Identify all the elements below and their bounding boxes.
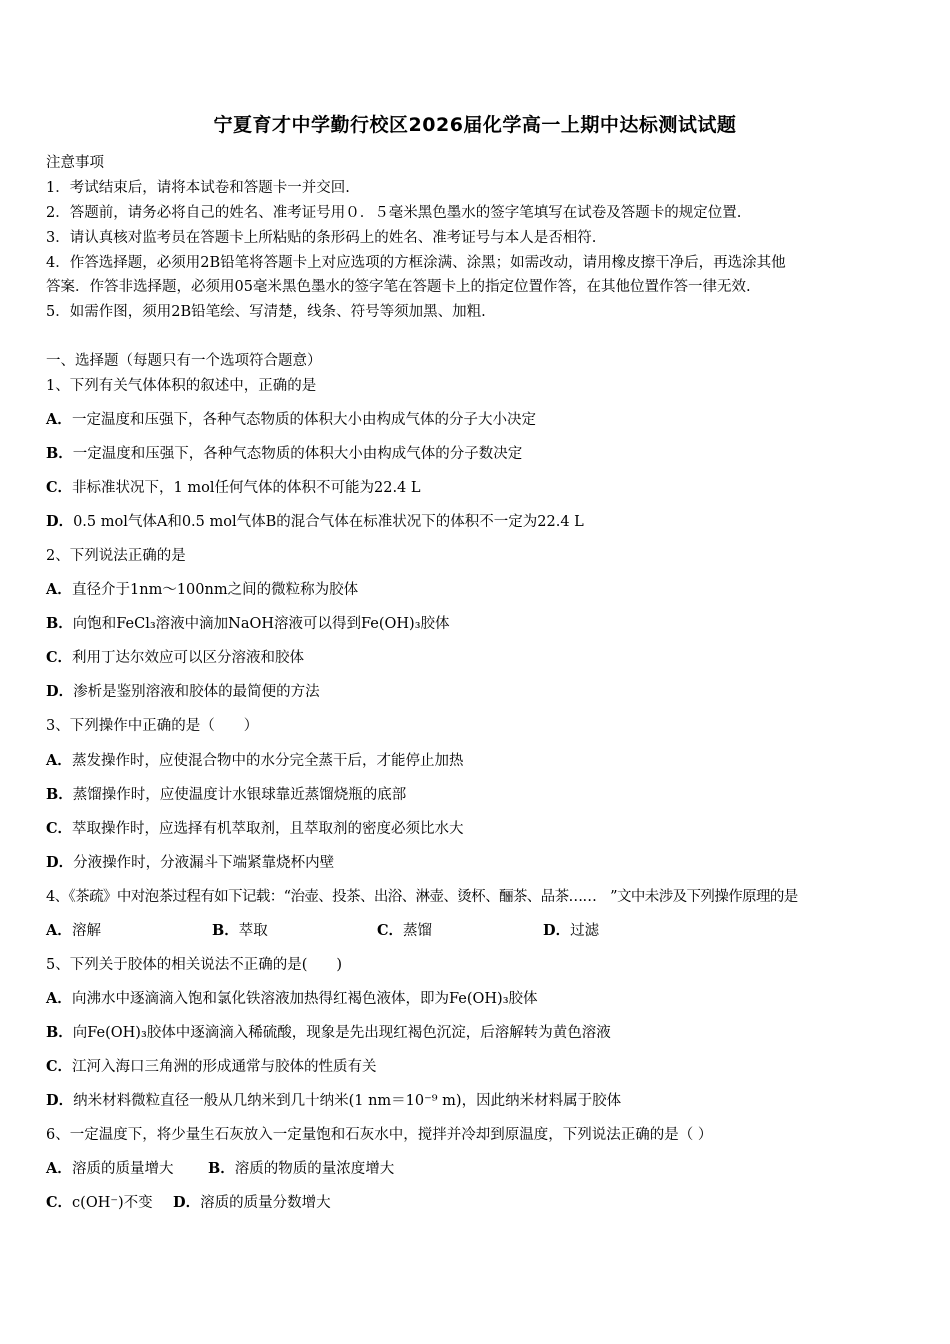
option-label: D． bbox=[46, 683, 74, 700]
option-text: 分液操作时，分液漏斗下端紧靠烧杯内壁 bbox=[73, 855, 335, 871]
question-option bbox=[377, 919, 543, 940]
notice-item: 1．考试结束后，请将本试卷和答题卡一并交回. bbox=[46, 180, 350, 196]
notice-item: 答案．作答非选择题，必须用05毫米黑色墨水的签字笔在答题卡上的指定位置作答，在其他位置作答一律无效. bbox=[46, 279, 751, 295]
option-text: 向沸水中逐滴滴入饱和氯化铁溶液加热得红褐色液体，即为Fe(OH)₃胶体 bbox=[72, 991, 538, 1007]
option-text: 过滤 bbox=[570, 923, 600, 939]
option-text: 利用丁达尔效应可以区分溶液和胶体 bbox=[72, 650, 305, 666]
question-option bbox=[46, 1055, 377, 1076]
question-option bbox=[46, 851, 334, 872]
option-label: B． bbox=[46, 786, 73, 803]
question-option bbox=[46, 1191, 173, 1212]
option-label: D． bbox=[46, 1092, 74, 1109]
option-text: 江河入海口三角洲的形成通常与胶体的性质有关 bbox=[72, 1059, 377, 1075]
option-text: 萃取 bbox=[238, 923, 268, 939]
option-text: 溶质的物质的量浓度增大 bbox=[234, 1161, 395, 1177]
question-option bbox=[46, 680, 320, 701]
question-stem: 5、下列关于胶体的相关说法不正确的是( ) bbox=[46, 957, 343, 973]
question-option bbox=[46, 1089, 621, 1110]
question-option bbox=[46, 612, 450, 633]
question-option bbox=[212, 919, 377, 940]
option-label: A． bbox=[46, 411, 72, 428]
question-stem: 3、下列操作中正确的是（ ） bbox=[46, 718, 259, 734]
option-text: 渗析是鉴别溶液和胶体的最简便的方法 bbox=[73, 684, 320, 700]
option-label: D． bbox=[543, 922, 571, 939]
section-heading: 一、选择题（每题只有一个选项符合题意） bbox=[46, 353, 322, 369]
option-label: B． bbox=[46, 1024, 73, 1041]
option-label: A． bbox=[46, 752, 72, 769]
option-text: 蒸馏操作时，应使温度计水银球靠近蒸馏烧瓶的底部 bbox=[72, 787, 407, 803]
notice-item: 5．如需作图，须用2B铅笔绘、写清楚，线条、符号等须加黑、加粗. bbox=[46, 304, 486, 320]
question-option bbox=[46, 510, 584, 531]
option-text: 萃取操作时，应选择有机萃取剂，且萃取剂的密度必须比水大 bbox=[72, 821, 464, 837]
option-text: 蒸发操作时，应使混合物中的水分完全蒸干后，才能停止加热 bbox=[72, 753, 464, 769]
page-title: 宁夏育才中学勤行校区2026届化学高一上期中达标测试试题 bbox=[213, 114, 737, 136]
question-option bbox=[46, 408, 536, 429]
notice-item: 4．作答选择题，必须用2B铅笔将答题卡上对应选项的方框涂满、涂黑；如需改动，请用橡皮擦干净后，再选涂其他 bbox=[46, 255, 786, 271]
option-text: 向Fe(OH)₃胶体中逐滴滴入稀硫酸，现象是先出现红褐色沉淀，后溶解转为黄色溶液 bbox=[72, 1025, 611, 1041]
option-label: B． bbox=[208, 1160, 235, 1177]
notice-heading: 注意事项 bbox=[46, 155, 104, 171]
option-label: B． bbox=[212, 922, 239, 939]
option-label: A． bbox=[46, 1160, 72, 1177]
question-option bbox=[173, 1191, 331, 1212]
question-option bbox=[46, 476, 421, 497]
option-label: D． bbox=[46, 854, 74, 871]
question-option bbox=[46, 749, 464, 770]
option-label: C． bbox=[46, 1194, 73, 1211]
question-option-row bbox=[46, 1157, 394, 1178]
option-label: C． bbox=[46, 649, 73, 666]
option-label: C． bbox=[46, 479, 73, 496]
question-option bbox=[46, 442, 522, 463]
option-label: C． bbox=[377, 922, 404, 939]
option-label: A． bbox=[46, 990, 72, 1007]
question-option bbox=[46, 817, 464, 838]
option-label: D． bbox=[173, 1194, 201, 1211]
option-text: 纳米材料微粒直径一般从几纳米到几十纳米(1 nm＝10⁻⁹ m)，因此纳米材料属于胶体 bbox=[73, 1093, 622, 1109]
question-stem: 4、《茶疏》中对泡茶过程有如下记载：“治壶、投茶、出浴、淋壶、烫杯、酾茶、品茶…… ”文中未涉及下列操作原理的是 bbox=[46, 889, 798, 905]
option-text: c(OH⁻)不变 bbox=[72, 1195, 153, 1211]
option-text: 向饱和FeCl₃溶液中滴加NaOH溶液可以得到Fe(OH)₃胶体 bbox=[72, 616, 450, 632]
option-label: B． bbox=[46, 445, 73, 462]
option-text: 溶解 bbox=[72, 923, 101, 939]
option-label: A． bbox=[46, 922, 72, 939]
question-option-row bbox=[46, 1191, 331, 1212]
question-option bbox=[208, 1157, 394, 1178]
question-option bbox=[543, 919, 599, 940]
question-stem: 6、一定温度下，将少量生石灰放入一定量饱和石灰水中，搅拌并冷却到原温度，下列说法正确的是（ ） bbox=[46, 1127, 713, 1143]
question-option bbox=[46, 919, 212, 940]
option-text: 溶质的质量增大 bbox=[72, 1161, 174, 1177]
question-stem: 2、下列说法正确的是 bbox=[46, 548, 186, 564]
option-text: 一定温度和压强下，各种气态物质的体积大小由构成气体的分子大小决定 bbox=[72, 412, 536, 428]
option-text: 一定温度和压强下，各种气态物质的体积大小由构成气体的分子数决定 bbox=[72, 446, 523, 462]
option-text: 溶质的质量分数增大 bbox=[200, 1195, 331, 1211]
question-option-row bbox=[46, 919, 599, 940]
question-stem: 1、下列有关气体体积的叙述中，正确的是 bbox=[46, 378, 317, 394]
notice-item: 2．答题前，请务必将自己的姓名、准考证号用０．５毫米黑色墨水的签字笔填写在试卷及答题卡的规定位置. bbox=[46, 205, 742, 221]
question-option bbox=[46, 1021, 611, 1042]
option-text: 直径介于1nm～100nm之间的微粒称为胶体 bbox=[72, 582, 359, 598]
option-text: 0.5 mol气体A和0.5 mol气体B的混合气体在标准状况下的体积不一定为22.4 L bbox=[73, 514, 584, 530]
option-label: D． bbox=[46, 513, 74, 530]
option-label: C． bbox=[46, 1058, 73, 1075]
question-option bbox=[46, 578, 358, 599]
notice-item: 3．请认真核对监考员在答题卡上所粘贴的条形码上的姓名、准考证号与本人是否相符. bbox=[46, 230, 597, 246]
option-label: C． bbox=[46, 820, 73, 837]
option-label: B． bbox=[46, 615, 73, 632]
question-option bbox=[46, 1157, 208, 1178]
option-text: 非标准状况下，1 mol任何气体的体积不可能为22.4 L bbox=[72, 480, 421, 496]
question-option bbox=[46, 783, 406, 804]
option-text: 蒸馏 bbox=[403, 923, 433, 939]
option-label: A． bbox=[46, 581, 72, 598]
question-option bbox=[46, 646, 304, 667]
question-option bbox=[46, 987, 538, 1008]
